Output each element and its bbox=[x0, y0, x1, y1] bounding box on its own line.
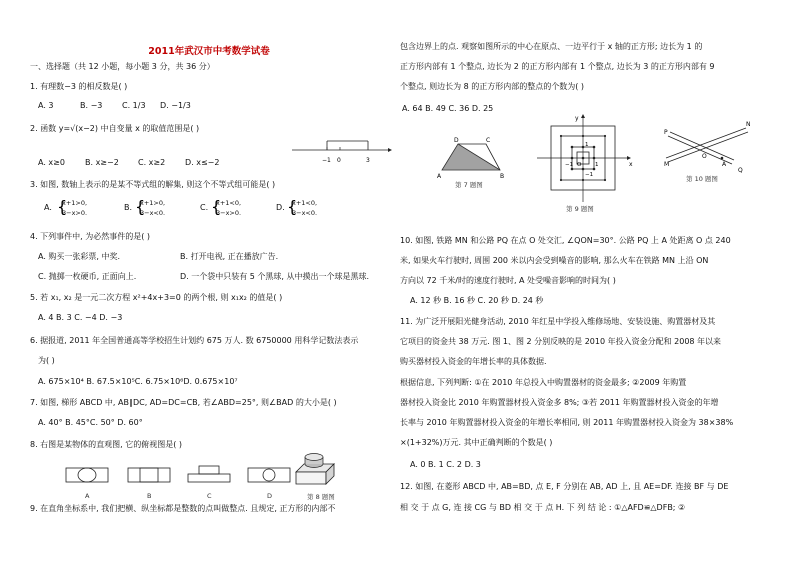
fig10-label-o: O bbox=[702, 153, 707, 160]
q3-stem: 3. 如图, 数轴上表示的是某不等式组的解集, 则这个不等式组可能是( ) bbox=[30, 180, 276, 189]
q3-option-c-label: C. bbox=[200, 203, 209, 212]
q12-line2: 相 交 于 点 G, 连 接 CG 与 BD 相 交 于 点 H. 下 列 结 论 : ①△AFD≌△DFB; ② bbox=[400, 503, 686, 512]
fig9-tick-x1: 1 bbox=[595, 162, 599, 168]
fig7-trapezoid bbox=[436, 138, 516, 178]
q3-braces bbox=[57, 198, 297, 218]
q8-label-a: A bbox=[85, 492, 90, 500]
svg-text:{: { bbox=[211, 197, 222, 216]
q1-stem: 1. 有理数−3 的相反数是( ) bbox=[30, 82, 128, 91]
fig7-label-c: C bbox=[486, 137, 491, 144]
fig9-squares bbox=[535, 114, 635, 204]
q10-line3: 方向以 72 千米/时的速度行驶时, A 处受噪音影响的时间为( ) bbox=[400, 276, 616, 285]
number-line-figure bbox=[292, 138, 392, 168]
q11-line5: 器材投入资金比 2010 年购置器材投入资金多 8%; ③若 2011 年购置器材投入资金的年增 bbox=[400, 398, 719, 407]
fig9-origin: O bbox=[577, 162, 582, 168]
q9-stem: 9. 在直角坐标系中, 我们把横、纵坐标都是整数的点叫做整点. 且规定, 正方形的内部不 bbox=[30, 504, 336, 513]
q1-option-c: C. 1/3 bbox=[122, 101, 146, 110]
q4-option-a: A. 购买一张彩票, 中奖. bbox=[38, 252, 121, 261]
q2-option-b: B. x≥−2 bbox=[85, 158, 119, 167]
fig9-tick-ym1: −1 bbox=[585, 172, 594, 178]
q5-stem: 5. 若 x₁, x₂ 是一元二次方程 x²+4x+3=0 的两个根, 则 x₁x₂ 的值是( ) bbox=[30, 293, 283, 302]
nl-label-3: 3 bbox=[366, 157, 370, 164]
q9-line4: 个整点, 则边长为 8 的正方形内部的整点的个数为( ) bbox=[400, 82, 585, 91]
fig7-caption: 第 7 题图 bbox=[455, 181, 483, 189]
fig10-label-p: P bbox=[664, 129, 668, 136]
q4-option-c: C. 抛掷一枚硬币, 正面向上. bbox=[38, 272, 137, 281]
fig10-label-m: M bbox=[664, 161, 670, 168]
q3-option-a-label: A. bbox=[44, 203, 52, 212]
q7-stem: 7. 如图, 梯形 ABCD 中, AB∥DC, AD=DC=CB, 若∠ABD=25°, 则∠BAD 的大小是( ) bbox=[30, 398, 337, 407]
q8-label-c: C bbox=[207, 492, 212, 500]
q2-option-c: C. x≥2 bbox=[138, 158, 166, 167]
q6-stem: 6. 据报道, 2011 年全国普通高等学校招生计划约 675 万人. 数 6750000 用科学记数法表示 bbox=[30, 336, 359, 345]
q9-line3: 正方形内部有 1 个整点, 边长为 2 的正方形内部有 1 个整点, 边长为 3 的正方形内部有 9 bbox=[400, 62, 715, 71]
q3-option-b-l2: 3−x<0. bbox=[140, 209, 166, 217]
q2-option-d: D. x≤−2 bbox=[185, 158, 220, 167]
q11-line3: 购买器材投入资金的年增长率的具体数据. bbox=[400, 357, 547, 366]
q9-line2: 包含边界上的点. 观察如图所示的中心在原点、一边平行于 x 轴的正方形; 边长为 1 的 bbox=[400, 42, 703, 51]
fig10-label-n: N bbox=[746, 121, 751, 128]
fig7-label-d: D bbox=[454, 137, 459, 144]
svg-text:{: { bbox=[57, 197, 68, 216]
q10-line1: 10. 如图, 铁路 MN 和公路 PQ 在点 O 处交汇, ∠QON=30°. 公路 PQ 上 A 处距离 O 点 240 bbox=[400, 236, 731, 245]
q11-line2: 它项目的资金共 38 万元. 图 1、图 2 分别反映的是 2010 年投入资金分配和 2008 年以来 bbox=[400, 337, 722, 346]
q11-line7: ×(1+32%)万元. 其中正确判断的个数是( ) bbox=[400, 438, 553, 447]
q11-line1: 11. 为广泛开展阳光健身活动, 2010 年红星中学投入维修场地、安装设施、购置器材及其 bbox=[400, 317, 716, 326]
q12-line1: 12. 如图, 在菱形 ABCD 中, AB=BD, 点 E, F 分别在 AB, AD 上, 且 AE=DF. 连接 BF 与 DE bbox=[400, 482, 729, 491]
q3-option-d-l2: 3−x<0. bbox=[292, 209, 318, 217]
q7-options: A. 40° B. 45°C. 50° D. 60° bbox=[38, 418, 143, 427]
q8-label-b: B bbox=[147, 492, 152, 500]
nl-label-minus1: −1 bbox=[322, 157, 331, 164]
q4-option-d: D. 一个袋中只装有 5 个黑球, 从中摸出一个球是黑球. bbox=[180, 272, 370, 281]
svg-text:{: { bbox=[287, 197, 298, 216]
page-title: 2011年武汉市中考数学试卷 bbox=[148, 46, 270, 57]
q4-stem: 4. 下列事件中, 为必然事件的是( ) bbox=[30, 232, 151, 241]
fig9-tick-xm1: −1 bbox=[565, 162, 574, 168]
fig9-tick-y1: 1 bbox=[585, 142, 589, 148]
fig9-caption: 第 9 题图 bbox=[566, 205, 594, 213]
q8-stem: 8. 右图是某物体的直观图, 它的俯视图是( ) bbox=[30, 440, 183, 449]
nl-label-0: 0 bbox=[337, 157, 341, 164]
q3-option-d-l1: x+1<0, bbox=[292, 199, 318, 207]
fig10-caption: 第 10 题图 bbox=[686, 175, 718, 183]
q6-stem-cont: 为( ) bbox=[38, 356, 55, 365]
q3-option-b-l1: x+1>0, bbox=[140, 199, 166, 207]
q11-options: A. 0 B. 1 C. 2 D. 3 bbox=[410, 460, 481, 469]
q1-option-b: B. −3 bbox=[80, 101, 103, 110]
q4-option-b: B. 打开电视, 正在播放广告. bbox=[180, 252, 279, 261]
q6-options: A. 675×10⁴ B. 67.5×10⁵C. 6.75×10⁶D. 0.675×10⁷ bbox=[38, 377, 238, 386]
q9-options: A. 64 B. 49 C. 36 D. 25 bbox=[402, 104, 494, 113]
q2-stem: 2. 函数 y=√(x−2) 中自变量 x 的取值范围是( ) bbox=[30, 124, 200, 133]
q10-options: A. 12 秒 B. 16 秒 C. 20 秒 D. 24 秒 bbox=[410, 296, 544, 305]
q3-option-d-label: D. bbox=[276, 203, 285, 212]
q3-option-c-l2: 3−x>0. bbox=[216, 209, 242, 217]
fig10-label-a: A bbox=[722, 161, 727, 168]
section-heading: 一、选择题（共 12 小题，每小题 3 分，共 36 分） bbox=[30, 62, 215, 71]
q3-option-a-l1: x+1>0, bbox=[62, 199, 88, 207]
q3-option-c-l1: x+1<0, bbox=[216, 199, 242, 207]
q11-line6: 长率与 2010 年购置器材投入资金的年增长率相同, 则 2011 年购置器材投入资金为 38×38% bbox=[400, 418, 734, 427]
q2-option-a: A. x≥0 bbox=[38, 158, 65, 167]
fig9-axis-y: y bbox=[575, 115, 579, 122]
svg-text:{: { bbox=[135, 197, 146, 216]
fig10-lines bbox=[662, 121, 762, 174]
q1-option-d: D. −1/3 bbox=[160, 101, 191, 110]
q8-label-d: D bbox=[267, 492, 273, 500]
q3-option-b-label: B. bbox=[124, 203, 133, 212]
q8-caption: 第 8 题图 bbox=[307, 493, 335, 501]
q11-line4: 根据信息, 下列判断: ①在 2010 年总投入中购置器材的资金最多; ②2009 年购置 bbox=[400, 378, 687, 387]
fig10-label-q: Q bbox=[738, 167, 743, 174]
q1-option-a: A. 3 bbox=[38, 101, 54, 110]
q3-option-a-l2: 3−x>0. bbox=[62, 209, 88, 217]
fig7-label-b: B bbox=[500, 173, 505, 180]
fig9-axis-x: x bbox=[629, 161, 633, 168]
fig7-label-a: A bbox=[437, 173, 442, 180]
q10-line2: 米, 如果火车行驶时, 周围 200 米以内会受到噪音的影响, 那么火车在铁路 MN 上沿 ON bbox=[400, 256, 709, 265]
q5-options: A. 4 B. 3 C. −4 D. −3 bbox=[38, 313, 123, 322]
